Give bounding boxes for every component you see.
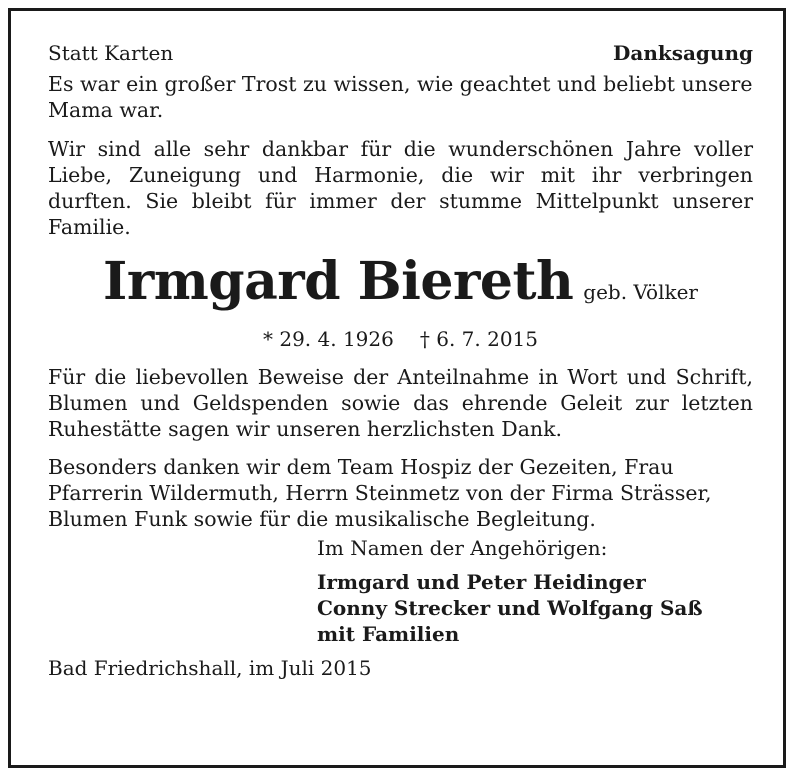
signers-intro: Im Namen der Angehörigen: — [317, 536, 608, 560]
death-date: † 6. 7. 2015 — [419, 327, 538, 351]
card-content — [48, 40, 753, 681]
signer-line: Irmgard und Peter Heidinger — [317, 570, 646, 594]
signers-block — [317, 535, 753, 647]
signer-line: mit Familien — [317, 622, 460, 646]
life-dates — [48, 326, 753, 352]
maiden-name: geb. Völker — [583, 280, 698, 304]
birth-date: * 29. 4. 1926 — [263, 327, 394, 351]
paragraph-gratitude: Wir sind alle sehr dankbar für die wunderschönen Jahre voller Liebe, Zuneigung und Harmonie, die wir mit ihr verbringen durften. Sie bleibt für immer der stumme Mittelpunkt unserer Familie. — [48, 137, 753, 239]
place-date: Bad Friedrichshall, im Juli 2015 — [48, 656, 372, 680]
header-left: Statt Karten — [48, 41, 174, 65]
paragraph-thanks: Für die liebevollen Beweise der Anteilnahme in Wort und Schrift, Blumen und Geldspenden sowie das ehrende Geleit zur letzten Ruhestätte sagen wir unseren herzlichsten Dank. — [48, 365, 753, 441]
paragraph-special-thanks: Besonders danken wir dem Team Hospiz der Gezeiten, Frau Pfarrerin Wildermuth, Herrn Steinmetz von der Firma Strässer, Blumen Funk sowie für die musikalische Begleitung. — [48, 455, 712, 531]
paragraph-intro: Es war ein großer Trost zu wissen, wie geachtet und beliebt unsere Mama war. — [48, 72, 753, 122]
signer-line: Conny Strecker und Wolfgang Saß — [317, 596, 703, 620]
deceased-name: Irmgard Biereth — [103, 251, 574, 312]
header-row — [48, 40, 753, 66]
header-title: Danksagung — [613, 41, 753, 65]
obituary-card — [8, 8, 786, 768]
deceased-name-row — [48, 252, 753, 324]
